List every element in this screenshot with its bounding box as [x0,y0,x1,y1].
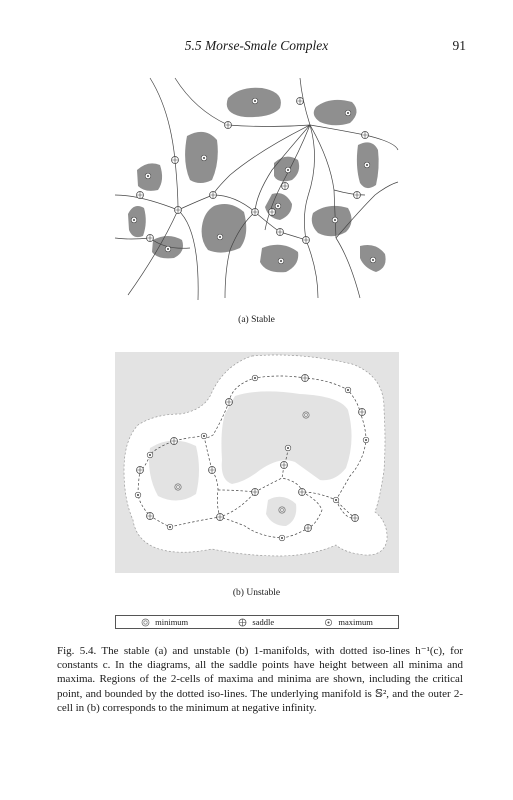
maximum-region [202,204,247,253]
subfigure-a-caption: (a) Stable [238,315,275,325]
minimum-icon [141,618,150,627]
page-number: 91 [452,38,466,53]
maximum-region [128,206,146,237]
maximum-region [312,206,352,236]
legend-item-saddle [238,617,274,627]
running-header-title: 5.5 Morse-Smale Complex [184,38,329,53]
legend-label-maximum: maximum [338,617,373,627]
legend-label-minimum: minimum [155,617,189,627]
legend-label-saddle: saddle [252,617,275,627]
maximum-icon [324,618,333,627]
figure-caption-text: Fig. 5.4. The stable (a) and unstable (b) 1-manifolds, with dotted iso-lines h⁻¹(c), for constants c. In the diagrams, all the saddle points have height between all minima and maxima. Regions of the 2-cells of maxima and minima are shown, including the critical point, and bounded by the dotted iso-lines. The underlying manifold is 𝕊², and the outer 2-cell in (b) corresponds to the minimum at negative infinity. [57,645,463,714]
stable-manifolds-figure [110,75,400,305]
figure-legend [115,615,399,629]
unstable-manifolds-figure [115,352,399,574]
legend-item-minimum [141,617,188,627]
subfigure-b-caption: (b) Unstable [232,588,281,598]
legend-item-maximum [324,617,372,627]
figure-caption [57,644,463,715]
saddle-icon [238,618,247,627]
